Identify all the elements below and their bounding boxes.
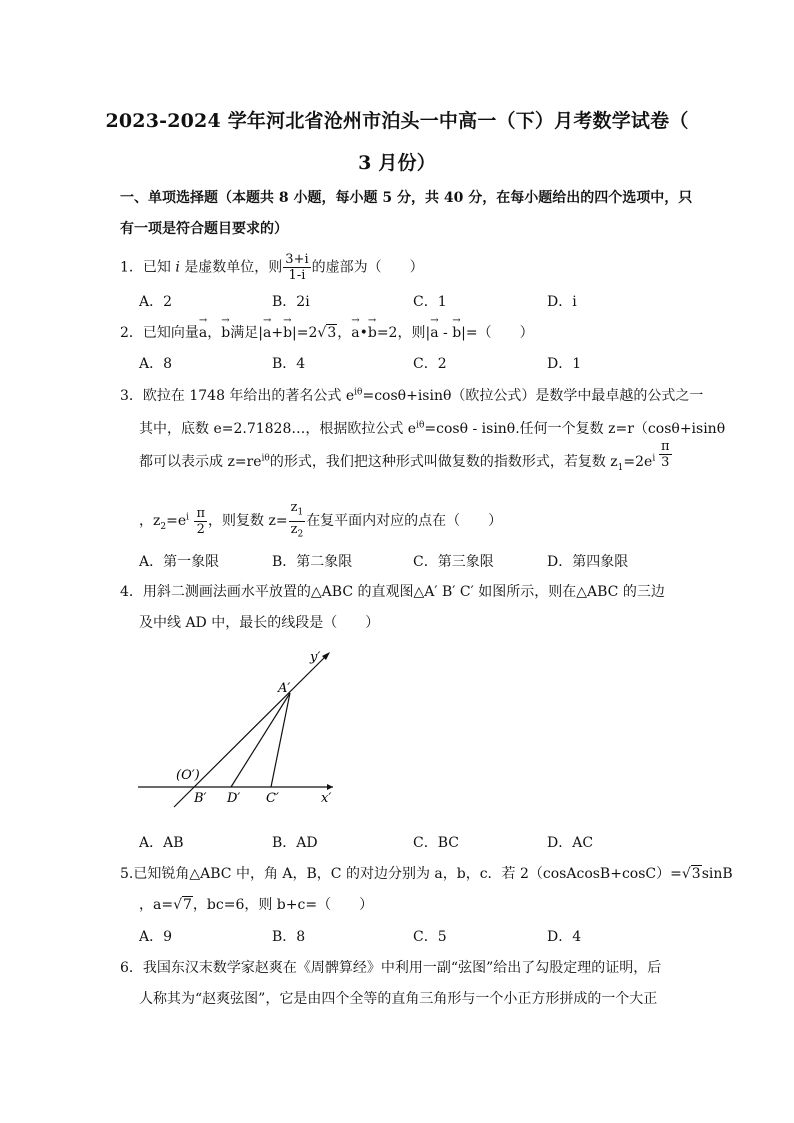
option-d: D．1	[547, 356, 582, 372]
oblique-projection-figure	[138, 645, 348, 815]
option-c: C．2	[413, 356, 447, 372]
question-5-options	[139, 926, 659, 944]
option-c: C．第三象限	[413, 554, 494, 570]
option-a: A．8	[139, 356, 173, 372]
question-3-line4: ，$z_2=e^i$ $\frac{\pi}{2}$ ，则复数 z= $\frac{z_1}{z_2}$ 在复平面内对应的点在（ ）	[139, 500, 659, 542]
question-3-line2: 其中，底数 e=2.71828…，根据欧拉公式 $e^{i\theta}=\cos\theta - isin\theta$.任何一个复数 z=r（cosθ+isinθ	[139, 420, 726, 437]
y-axis	[174, 655, 327, 807]
label-x-prime: x′	[321, 791, 332, 806]
segment-ad	[231, 693, 290, 787]
option-c: C．5	[413, 929, 447, 945]
option-c: C．BC	[413, 835, 459, 851]
option-b: B．2i	[272, 294, 310, 310]
option-b: B．AD	[272, 835, 318, 851]
label-c-prime: C′	[266, 791, 279, 806]
section-heading-line2: 有一项是符合题目要求的）	[120, 221, 288, 237]
option-d: D．4	[547, 929, 582, 945]
x-axis-arrow	[327, 784, 333, 790]
exam-title-line2: 3 月份）	[358, 152, 436, 174]
option-d: D．第四象限	[547, 554, 629, 570]
pi-over-3: $\frac{\pi}{3}$	[661, 439, 670, 470]
label-b-prime: B′	[194, 791, 207, 806]
exam-title-line1: 2023-2024 学年河北省沧州市泊头一中高一（下）月考数学试卷（	[105, 110, 689, 132]
question-3-line3: 都可以表示成 $z=re^{i\theta}$的形式，我们把这种形式叫做复数的指数形式，若复数 $z_1=2e^i$	[139, 453, 656, 473]
option-a: A．2	[139, 294, 173, 310]
question-4-options	[139, 832, 659, 850]
label-y-prime: y′	[310, 650, 321, 665]
question-4-line2: 及中线 AD 中，最长的线段是（ ）	[139, 615, 380, 631]
question-5-line1: 5.已知锐角△ABC 中，角 A，B，C 的对边分别为 a，b，c．若 2（cosAcosB+cosC）=√3sinB	[120, 866, 733, 882]
question-2-options	[139, 353, 659, 371]
option-d: D．i	[547, 294, 577, 310]
z-ratio: $\frac{z_1}{z_2}$	[290, 500, 304, 540]
option-a: A．9	[139, 929, 173, 945]
question-4-line1: 4．用斜二测画法画水平放置的△ABC 的直观图△A′ B′ C′ 如图所示，则在△ABC 的三边	[120, 584, 665, 600]
option-d: D．AC	[547, 835, 594, 851]
question-5-line2: ，a=√7，bc=6，则 b+c=（ ）	[139, 897, 374, 913]
option-b: B．4	[272, 356, 306, 372]
option-a: A．第一象限	[139, 554, 220, 570]
fraction: $\frac{3+i}{1-i}$	[285, 252, 309, 283]
question-1-options	[139, 291, 659, 309]
question-2-stem: 2．已知向量→ a，→ b满足|→ a+→ b|=2√3，→ a•→ b=2，则|→ a - → b|=（ ）	[120, 322, 680, 342]
option-b: B．8	[272, 929, 306, 945]
label-a-prime: A′	[278, 681, 291, 696]
option-a: A．AB	[139, 835, 184, 851]
section-heading-line1: 一、单项选择题（本题共 8 小题，每小题 5 分，共 40 分，在每小题给出的四个选项中，只	[120, 190, 693, 206]
question-3-line1: 3．欧拉在 1748 年给出的著名公式 $e^{i\theta}=\cos\theta+isin\theta$（欧拉公式）是数学中最卓越的公式之一	[120, 387, 704, 404]
question-3-options	[139, 551, 659, 569]
question-6-line1: 6．我国东汉末数学家赵爽在《周髀算经》中利用一副“弦图”给出了勾股定理的证明，后	[120, 960, 662, 976]
question-6-line2: 人称其为“赵爽弦图”，它是由四个全等的直角三角形与一个小正方形拼成的一个大正	[139, 991, 658, 1007]
label-origin: (O′)	[176, 768, 200, 783]
label-d-prime: D′	[227, 791, 241, 806]
option-c: C．1	[413, 294, 447, 310]
pi-over-2: $\frac{\pi}{2}$	[196, 505, 206, 537]
option-b: B．第二象限	[272, 554, 353, 570]
question-1-stem: 1．已知 i 是虚数单位，则 $\frac{3+i}{1-i}$ 的虚部为（ ）	[120, 252, 424, 283]
